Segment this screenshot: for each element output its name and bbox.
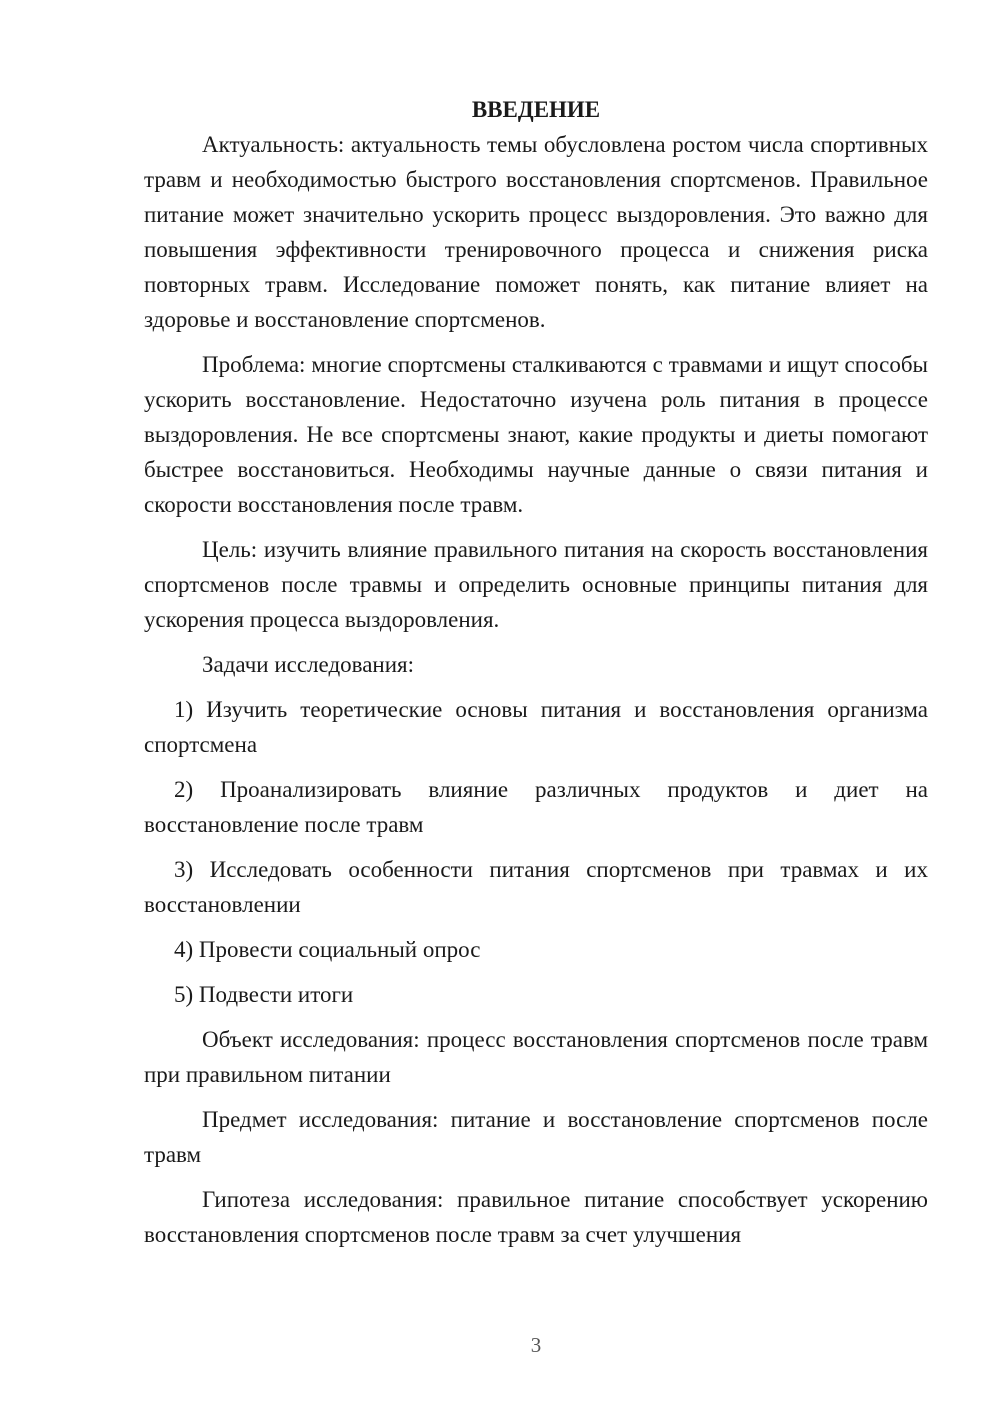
problem-paragraph: Проблема: многие спортсмены сталкиваются с травмами и ищут способы ускорить восстановление. Недостаточно изучена роль питания в процессе выздоровления. Не все спортсмены знают, какие продукты и диеты помогают быстрее восстановиться. Необходимы научные данные о связи питания и скорости восстановления после травм.	[144, 352, 928, 517]
task-item-1: 1) Изучить теоретические основы питания и восстановления организма спортсмена	[144, 697, 928, 757]
task-item-4: 4) Провести социальный опрос	[174, 937, 481, 962]
page-number: 3	[530, 1333, 542, 1357]
page-content	[144, 92, 928, 1262]
subject-paragraph: Предмет исследования: питание и восстановление спортсменов после травм	[144, 1107, 928, 1167]
section-title: ВВЕДЕНИЕ	[471, 97, 601, 122]
relevance-paragraph: Актуальность: актуальность темы обусловлена ростом числа спортивных травм и необходимостью быстрого восстановления спортсменов. Правильное питание может значительно ускорить процесс выздоровления. Это важно для повышения эффективности тренировочного процесса и снижения риска повторных травм. Исследование поможет понять, как питание влияет на здоровье и восстановление спортсменов.	[144, 132, 928, 332]
task-item-5: 5) Подвести итоги	[174, 982, 354, 1007]
task-item-3: 3) Исследовать особенности питания спортсменов при травмах и их восстановлении	[144, 857, 928, 917]
goal-paragraph: Цель: изучить влияние правильного питания на скорость восстановления спортсменов после травмы и определить основные принципы питания для ускорения процесса выздоровления.	[144, 537, 928, 632]
tasks-heading: Задачи исследования:	[202, 652, 415, 677]
hypothesis-paragraph: Гипотеза исследования: правильное питание способствует ускорению восстановления спортсменов после травм за счет улучшения	[144, 1187, 928, 1247]
object-paragraph: Объект исследования: процесс восстановления спортсменов после травм при правильном питании	[144, 1027, 928, 1087]
task-item-2: 2) Проанализировать влияние различных продуктов и диет на восстановление после травм	[144, 777, 928, 837]
